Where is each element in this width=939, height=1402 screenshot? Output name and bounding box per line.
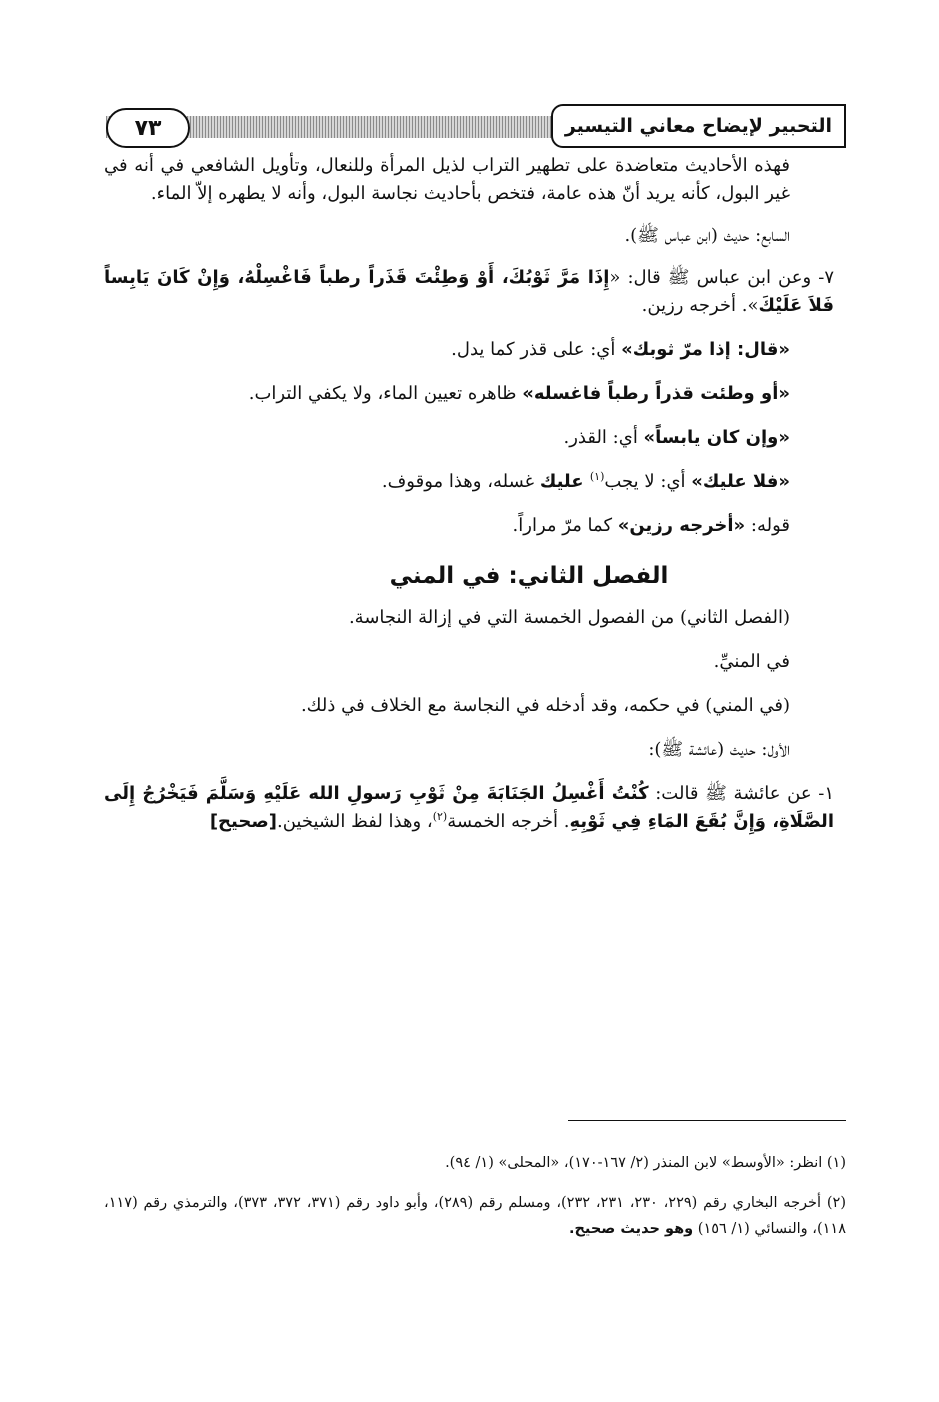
footnote-ref-1[interactable]: (١): [589, 470, 605, 483]
hadith-7-text: إِذَا مَرَّ ثَوْبُكَ، أَوْ وَطِئْتَ قَذَراً رطباً فَاغْسِلْهُ، وَإِنْ كَانَ يَابِساً فَلاَ عَلَيْكَ: [104, 267, 834, 316]
commentary-2: [104, 380, 834, 408]
page-header: [106, 104, 846, 148]
footnotes: [104, 1150, 846, 1256]
hadith-1-text: كُنْتُ أَغْسِلُ الجَنَابَةَ مِنْ ثَوْبِ رَسولِ الله عَلَيْهِ وَسَلَّمَ فَيَخْرُجُ إِلَى الصَّلَاةِ، وَإِنَّ بُقَعَ المَاءِ فِي ثَوْبِهِ: [104, 783, 834, 832]
book-title: التحبير لإيضاح معاني التيسير: [551, 104, 846, 148]
main-text: [104, 152, 834, 836]
commentary-4-bold: عليك: [539, 471, 590, 492]
chapter-title: الفصل الثاني: في المني: [389, 563, 669, 589]
commentary-3-text: أي: القذر.: [563, 427, 644, 448]
commentary-4-text: أي: لا يجب: [604, 471, 692, 492]
paragraph-1: فهذه الأحاديث متعاضدة على تطهير التراب لذيل المرأة وللنعال، وتأويل الشافعي في أنه في غير البول، كأنه يريد أنّ هذه عامة، فتخص بأحاديث نجاسة البول، وأنه لا يطهره إلاّ الماء.: [104, 155, 790, 204]
footnote-2-grade: وهو حديث صحيح.: [568, 1221, 694, 1237]
commentary-2-text: ظاهره تعيين الماء، ولا يكفي التراب.: [248, 383, 523, 404]
paragraph-11: (في المني) في حكمه، وقد أدخله في النجاسة مع الخلاف في ذلك.: [300, 695, 790, 716]
hadith-7-suffix: ». أخرجه رزين.: [641, 295, 759, 316]
commentary-3-quote: «وإن كان يابساً»: [643, 427, 790, 448]
hadith-1-rest: ، وهذا لفظ الشيخين.: [276, 811, 433, 832]
hadith-7: [104, 264, 834, 320]
hadith-1: [104, 780, 834, 836]
footnote-separator: [568, 1120, 846, 1121]
paragraph-10: في المنيِّ.: [713, 651, 790, 672]
commentary-2-quote: «أو وطئت قذراً رطباً فاغسله»: [522, 383, 790, 404]
footnote-2-text: (٢) أخرجه البخاري رقم (٢٢٩، ٢٣٠، ٢٣١، ٢٣٢)، ومسلم رقم (٢٨٩)، وأبو داود رقم (٣٧١، ٣٧٢، ٣٧٣)، والترمذي رقم (١١٧، ١١٨)، والنسائي (١/ ١٥٦): [104, 1195, 846, 1237]
paragraph-2: السابع: حديث (ابن عباس ﷺ).: [624, 225, 790, 246]
commentary-5-quote: «أخرجه رزين»: [617, 515, 746, 536]
commentary-1-text: أي: على قذر كما يدل.: [451, 339, 622, 360]
commentary-4: [104, 468, 834, 496]
footnote-1: (١) انظر: «الأوسط» لابن المنذر (٢/ ١٦٧-١٧٠)، «المحلى» (١/ ٩٤).: [445, 1155, 846, 1171]
commentary-3: [104, 424, 834, 452]
hadith-1-mid: . أخرجه الخمسة: [447, 811, 570, 832]
hadith-grade: [صحيح]: [209, 811, 277, 832]
footnote-ref-2[interactable]: (٢): [432, 810, 448, 823]
paragraph-9: (الفصل الثاني) من الفصول الخمسة التي في إزالة النجاسة.: [348, 607, 790, 628]
commentary-1-quote: «قال: إذا مرّ ثوبك»: [621, 339, 790, 360]
hadith-1-prefix: ١- عن عائشة ﷺ قالت:: [648, 783, 834, 804]
footnote-2: [104, 1190, 846, 1242]
commentary-4-rest: غسله، وهذا موقوف.: [381, 471, 540, 492]
commentary-1: [104, 336, 834, 364]
hadith-7-prefix: ٧- وعن ابن عباس ﷺ قال: «: [609, 267, 834, 288]
commentary-5-text: كما مرّ مراراً.: [512, 515, 618, 536]
page-number: ٧٣: [106, 108, 190, 148]
commentary-4-quote: «فلا عليك»: [691, 471, 790, 492]
paragraph-12: الأول: حديث (عائشة ﷺ):: [648, 739, 790, 760]
commentary-5: [104, 512, 834, 540]
commentary-5-prefix: قوله:: [745, 515, 790, 536]
